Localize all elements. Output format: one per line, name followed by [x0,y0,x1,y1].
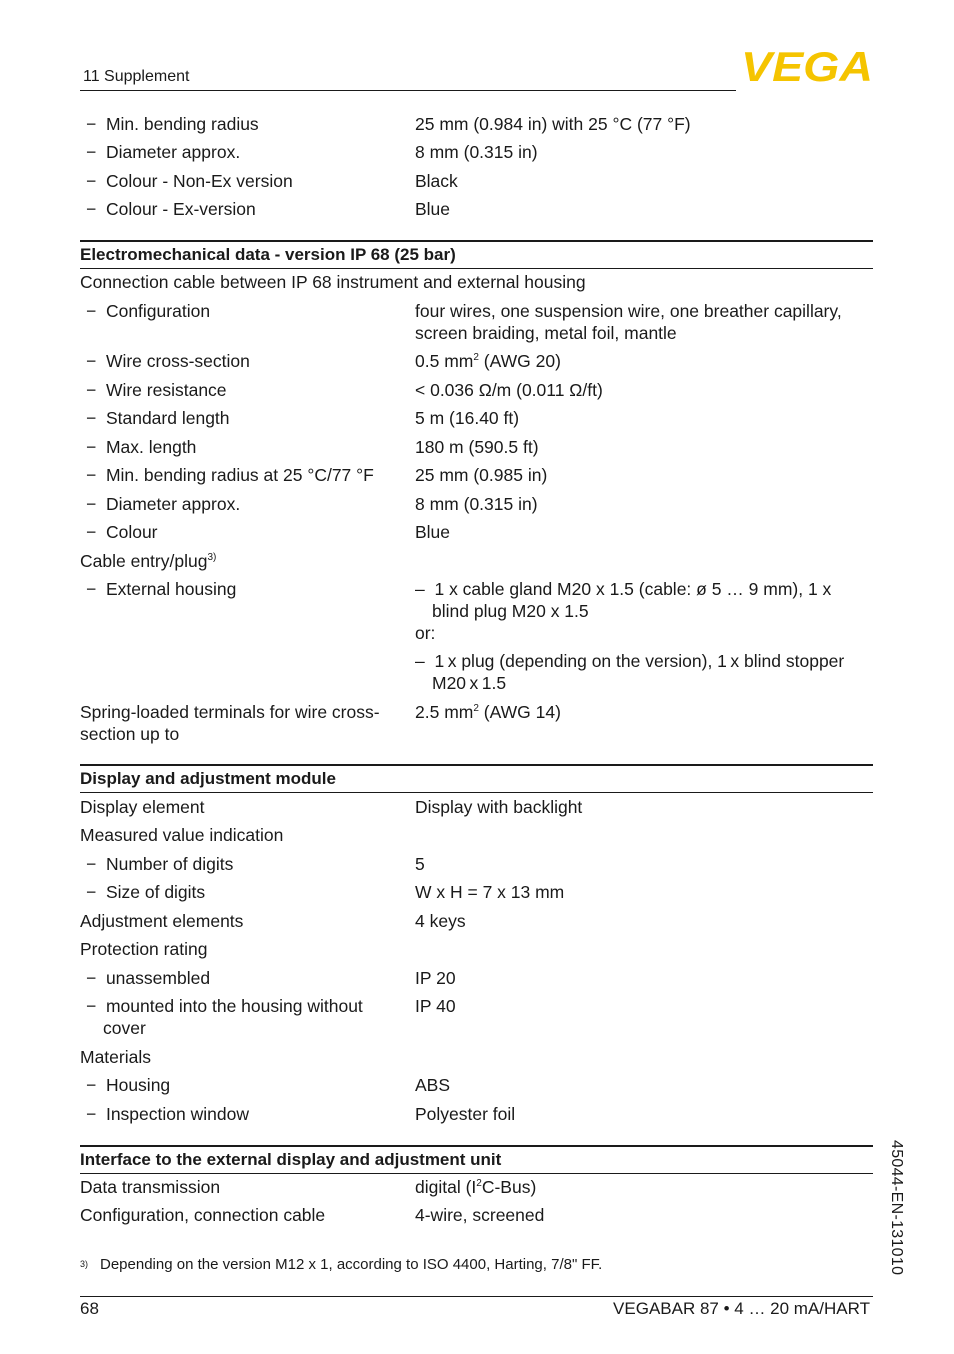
wire-resistance-label: − Wire resistance [86,379,403,401]
colour-non-ex-label: − Colour - Non-Ex version [86,170,403,192]
external-housing-label: − External housing [86,578,403,600]
section-rule-bottom [80,792,873,793]
page-number: 68 [80,1299,99,1318]
colour-ex-value: Blue [415,199,451,219]
unassembled-value: IP 20 [415,968,456,988]
section-title-display: Display and adjustment module [80,769,336,788]
min-bending-radius-25-label: − Min. bending radius at 25 °C/77 °F [86,464,403,486]
max-length-label: − Max. length [86,436,403,458]
footer-rule [80,1296,873,1297]
section-rule-bottom [80,268,873,269]
config-cable-value: 4-wire, screened [415,1205,545,1225]
diameter-value: 8 mm (0.315 in) [415,142,538,162]
connection-cable-intro: Connection cable between IP 68 instrument and external housing [80,272,586,292]
number-of-digits-value: 5 [415,854,425,874]
number-of-digits-label: − Number of digits [86,853,403,875]
housing-value: ABS [415,1075,451,1095]
colour-non-ex-value: Black [415,171,458,191]
protection-rating-label: Protection rating [80,939,208,959]
config-cable-label: Configuration, connection cable [80,1205,326,1225]
diameter-label: − Diameter approx. [86,141,403,163]
document-code: 45044-EN-131010 [888,1140,905,1276]
footnote-text: Depending on the version M12 x 1, according to ISO 4400, Harting, 7/8" FF. [100,1256,603,1273]
standard-length-label: − Standard length [86,407,403,429]
section-rule-top [80,764,873,766]
chapter-title: 11 Supplement [83,68,190,85]
max-length-value: 180 m (590.5 ft) [415,437,539,457]
data-transmission-value: digital $(I^2C-Bus)$ [415,1177,537,1197]
configuration-label: − Configuration [86,300,403,322]
vega-logo [741,48,873,84]
configuration-value: four wires, one suspension wire, one breather capillary, screen braiding, metal foil, mantle [415,301,842,343]
spring-terminals-label: Spring-loaded terminals for wire cross-section up to [80,702,380,744]
external-housing-option-2: – 1 x plug (depending on the version), 1 x blind stopper M20 x 1.5 [415,650,872,694]
footnote-ref: 3) [207,552,217,563]
colour-ex-label: − Colour - Ex-version [86,198,403,220]
external-housing-or: or: [415,623,436,643]
header-rule [80,90,736,91]
min-bending-radius-label: − Min. bending radius [86,113,403,135]
section-rule-bottom [80,1173,873,1174]
wire-resistance-value: < 0.036 Ω/m (0.011 Ω/ft) [415,380,603,400]
wire-cross-section-label: − Wire cross-section [86,350,403,372]
cable-entry-label: Cable entry/plug$^{3)}$ [80,551,217,571]
size-of-digits-label: − Size of digits [86,881,403,903]
external-housing-option-1: – 1 x cable gland M20 x 1.5 (cable: ø 5 … 9 mm), 1 x blind plug M20 x 1.5 [415,578,872,622]
section-rule-top [80,240,873,242]
unassembled-label: − unassembled [86,967,403,989]
section-title-interface: Interface to the external display and adjustment unit [80,1150,502,1169]
housing-label: − Housing [86,1074,403,1096]
materials-label: Materials [80,1047,151,1067]
wire-cross-section-value: 0.5 $mm^2$ (AWG 20) [415,351,561,371]
colour-value: Blue [415,522,451,542]
colour-label: − Colour [86,521,403,543]
mounted-value: IP 40 [415,996,456,1016]
product-name: VEGABAR 87 • 4 … 20 mA/HART [613,1299,870,1318]
section-title-electromechanical: Electromechanical data - version IP 68 (25 bar) [80,245,456,264]
measured-value-label: Measured value indication [80,825,284,845]
spring-terminals-value: 2.5 $mm^2$ (AWG 14) [415,702,561,722]
adjustment-elements-value: 4 keys [415,911,466,931]
min-bending-radius-value: 25 mm (0.984 in) with 25 °C (77 °F) [415,114,691,134]
data-transmission-label: Data transmission [80,1177,221,1197]
standard-length-value: 5 m (16.40 ft) [415,408,520,428]
mounted-label: − mounted into the housing without cover [86,995,393,1039]
section-rule-top [80,1145,873,1147]
display-element-value: Display with backlight [415,797,583,817]
footnote-marker: 3) [80,1259,89,1269]
logo-text: VEGA [741,48,873,84]
size-of-digits-value: W x H = 7 x 13 mm [415,882,565,902]
inspection-window-value: Polyester foil [415,1104,516,1124]
adjustment-elements-label: Adjustment elements [80,911,244,931]
inspection-window-label: − Inspection window [86,1103,403,1125]
diameter-approx-value: 8 mm (0.315 in) [415,494,538,514]
min-bending-radius-25-value: 25 mm (0.985 in) [415,465,548,485]
display-element-label: Display element [80,797,205,817]
diameter-approx-label: − Diameter approx. [86,493,403,515]
